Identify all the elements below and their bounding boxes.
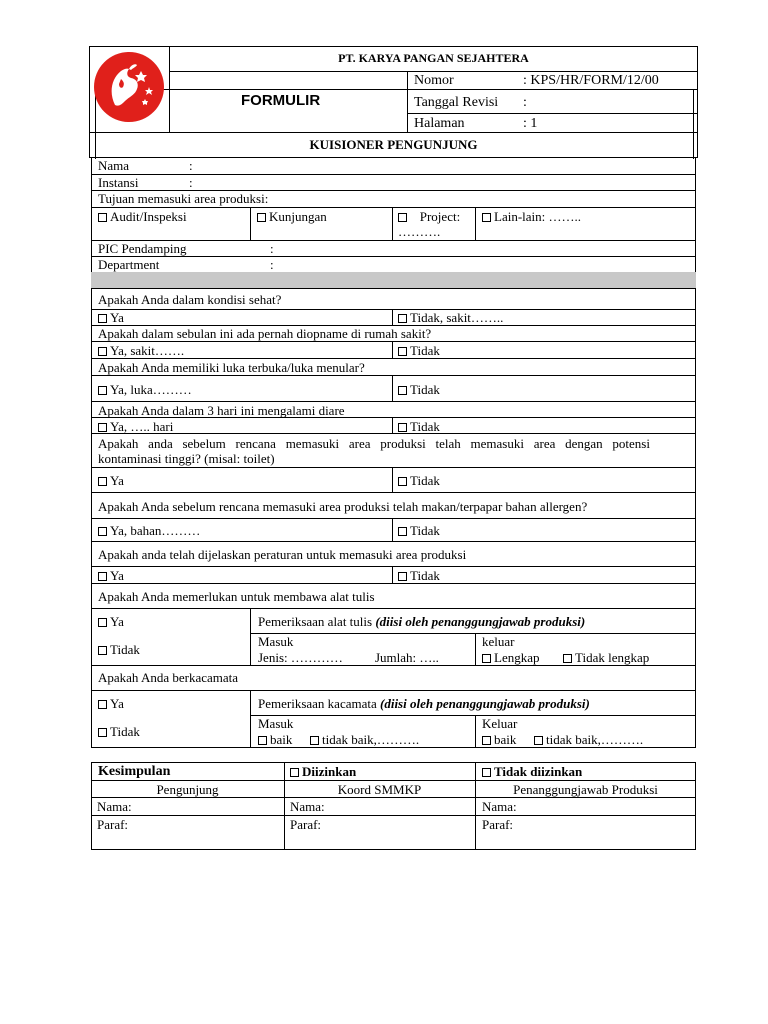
sign-col-koord: Koord SMMKP (337, 782, 422, 797)
q5-option-tidak[interactable]: Tidak (398, 473, 440, 488)
halaman-value: : 1 (523, 116, 538, 131)
question-4: Apakah Anda dalam 3 hari ini mengalami diare (98, 403, 345, 418)
q4-option-tidak[interactable]: Tidak (398, 419, 440, 434)
checkbox[interactable] (98, 646, 107, 655)
sign-nama-2: Nama: (290, 799, 325, 814)
checkbox[interactable] (98, 314, 107, 323)
q2-option-ya[interactable]: Ya, sakit……. (98, 343, 184, 358)
question-5-line-2: kontaminasi tinggi? (misal: toilet) (98, 451, 275, 466)
q1-option-tidak[interactable]: Tidak, sakit…….. (398, 310, 503, 325)
tujuan-label: Tujuan memasuki area produksi: (98, 191, 269, 206)
q8-option-ya[interactable]: Ya (98, 614, 124, 629)
checkbox[interactable] (398, 386, 407, 395)
q3-option-ya[interactable]: Ya, luka……… (98, 382, 192, 397)
question-2: Apakah dalam sebulan ini ada pernah diopname di rumah sakit? (98, 326, 432, 341)
question-7: Apakah anda telah dijelaskan peraturan untuk memasuki area produksi (98, 547, 467, 562)
q8-masuk: Masuk (258, 634, 294, 649)
sign-col-pj-produksi: Penanggungjawab Produksi (513, 782, 658, 797)
checkbox[interactable] (98, 527, 107, 536)
sign-nama-3: Nama: (482, 799, 517, 814)
q8-keluar: keluar (482, 634, 515, 649)
instansi-colon: : (189, 175, 193, 190)
q8-check-title: Pemeriksaan alat tulis (diisi oleh penanggungjawab produksi) (258, 614, 586, 629)
q8-jumlah: Jumlah: ….. (375, 650, 439, 665)
opt-audit[interactable]: Audit/Inspeksi (98, 209, 187, 224)
conclusion-title: Kesimpulan (98, 764, 171, 779)
sign-paraf-3: Paraf: (482, 817, 514, 832)
revisi-value: : (523, 95, 527, 110)
q4-option-ya[interactable]: Ya, ….. hari (98, 419, 173, 434)
checkbox[interactable] (98, 213, 107, 222)
checkbox[interactable] (98, 728, 107, 737)
nama-colon: : (189, 158, 193, 173)
checkbox[interactable] (98, 423, 107, 432)
checkbox[interactable] (482, 736, 491, 745)
q8-option-lengkap[interactable]: Lengkap (482, 650, 539, 665)
question-9: Apakah Anda berkacamata (98, 670, 239, 685)
checkbox[interactable] (98, 572, 107, 581)
q9-masuk: Masuk (258, 716, 294, 731)
q9-option-tidak[interactable]: Tidak (98, 724, 140, 739)
q9-check-title: Pemeriksaan kacamata (diisi oleh penanggungjawab produksi) (258, 696, 590, 711)
q1-option-ya[interactable]: Ya (98, 310, 124, 325)
checkbox[interactable] (398, 477, 407, 486)
opt-kunjungan[interactable]: Kunjungan (257, 209, 327, 224)
checkbox[interactable] (257, 213, 266, 222)
conclusion-denied[interactable]: Tidak diizinkan (482, 764, 582, 779)
section-separator (91, 272, 696, 288)
q8-option-tidak[interactable]: Tidak (98, 642, 140, 657)
checkbox[interactable] (482, 768, 491, 777)
checkbox[interactable] (482, 654, 491, 663)
q7-option-tidak[interactable]: Tidak (398, 568, 440, 583)
checkbox[interactable] (98, 386, 107, 395)
q9-keluar: Keluar (482, 716, 518, 731)
nomor-value: : KPS/HR/FORM/12/00 (523, 73, 659, 88)
checkbox[interactable] (398, 213, 407, 222)
sign-col-pengunjung: Pengunjung (156, 782, 219, 797)
opt-project-dots: ………. (398, 224, 441, 239)
form-title: KUISIONER PENGUNJUNG (309, 137, 478, 152)
checkbox[interactable] (98, 700, 107, 709)
q9-option-ya[interactable]: Ya (98, 696, 124, 711)
sign-nama-1: Nama: (97, 799, 132, 814)
q9-option-baik-keluar[interactable]: baik (482, 732, 516, 747)
q8-option-tidak-lengkap[interactable]: Tidak lengkap (563, 650, 649, 665)
checkbox[interactable] (534, 736, 543, 745)
q9-option-tidak-baik-keluar[interactable]: tidak baik,………. (534, 732, 643, 747)
checkbox[interactable] (563, 654, 572, 663)
department-colon: : (270, 257, 274, 272)
question-6: Apakah Anda sebelum rencana memasuki area produksi telah makan/terpapar bahan allergen? (98, 499, 588, 514)
q5-option-ya[interactable]: Ya (98, 473, 124, 488)
revisi-label: Tanggal Revisi (414, 95, 499, 110)
nomor-label: Nomor (414, 73, 454, 88)
q3-option-tidak[interactable]: Tidak (398, 382, 440, 397)
instansi-label: Instansi (98, 175, 139, 190)
pic-label: PIC Pendamping (98, 241, 187, 256)
checkbox[interactable] (398, 572, 407, 581)
q2-option-tidak[interactable]: Tidak (398, 343, 440, 358)
checkbox[interactable] (98, 618, 107, 627)
sign-paraf-2: Paraf: (290, 817, 322, 832)
q7-option-ya[interactable]: Ya (98, 568, 124, 583)
question-1: Apakah Anda dalam kondisi sehat? (98, 292, 282, 307)
question-5-line-1: Apakah anda sebelum rencana memasuki area produksi telah memasuki area dengan potensi (98, 436, 650, 451)
checkbox[interactable] (398, 423, 407, 432)
question-3: Apakah Anda memiliki luka terbuka/luka menular? (98, 360, 365, 375)
q6-option-ya[interactable]: Ya, bahan……… (98, 523, 200, 538)
company-logo (93, 51, 165, 123)
checkbox[interactable] (98, 347, 107, 356)
checkbox[interactable] (290, 768, 299, 777)
q6-option-tidak[interactable]: Tidak (398, 523, 440, 538)
conclusion-allowed[interactable]: Diizinkan (290, 764, 356, 779)
company-name: PT. KARYA PANGAN SEJAHTERA (338, 51, 529, 65)
form-label: FORMULIR (241, 92, 321, 109)
checkbox[interactable] (398, 527, 407, 536)
pic-colon: : (270, 241, 274, 256)
q9-option-baik-masuk[interactable]: baik (258, 732, 292, 747)
department-label: Department (98, 257, 160, 272)
q8-jenis: Jenis: ………… (258, 650, 343, 665)
question-8: Apakah Anda memerlukan untuk membawa alat tulis (98, 589, 375, 604)
opt-lainlain[interactable]: Lain-lain: …….. (482, 209, 581, 224)
checkbox[interactable] (398, 314, 407, 323)
checkbox[interactable] (398, 347, 407, 356)
checkbox[interactable] (482, 213, 491, 222)
sign-paraf-1: Paraf: (97, 817, 129, 832)
checkbox[interactable] (310, 736, 319, 745)
checkbox[interactable] (258, 736, 267, 745)
nama-label: Nama (98, 158, 130, 173)
checkbox[interactable] (98, 477, 107, 486)
opt-project[interactable]: Project: (398, 209, 460, 224)
q9-option-tidak-baik-masuk[interactable]: tidak baik,………. (310, 732, 419, 747)
halaman-label: Halaman (414, 116, 465, 131)
